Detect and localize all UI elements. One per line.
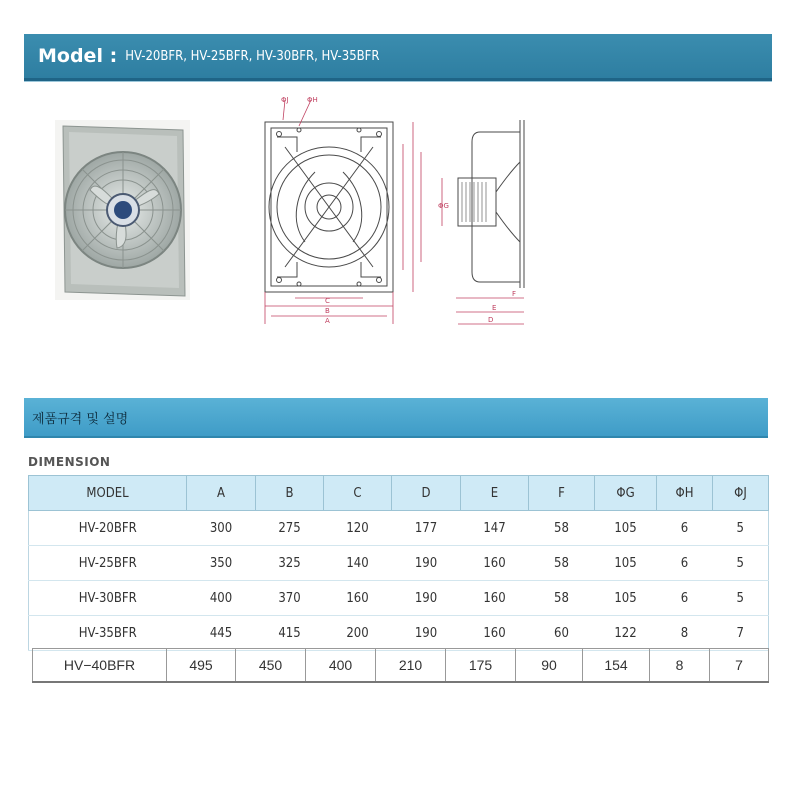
dim-label-h: ΦH — [307, 96, 318, 104]
cell: 325 — [256, 546, 324, 581]
cell: 154 — [583, 649, 650, 683]
cell: 105 — [595, 511, 657, 546]
table-row — [29, 581, 769, 616]
dim-label-b: B — [325, 307, 330, 315]
cell: 5 — [713, 581, 769, 616]
cell: 8 — [650, 649, 710, 683]
dimension-label: DIMENSION — [28, 455, 111, 469]
cell: 177 — [392, 511, 461, 546]
spec-section-bar — [24, 398, 768, 438]
cell: 120 — [324, 511, 392, 546]
dim-label-f: F — [512, 290, 517, 298]
cell: 175 — [446, 649, 516, 683]
col-header-g: ΦG — [595, 476, 657, 511]
cell: HV-25BFR — [29, 546, 187, 581]
model-label: Model : — [38, 45, 118, 67]
cell: 450 — [236, 649, 306, 683]
dim-label-c: C — [325, 297, 330, 305]
cell: 370 — [256, 581, 324, 616]
cell: 8 — [657, 616, 713, 651]
cell: 210 — [376, 649, 446, 683]
fan-product-photo — [55, 120, 190, 300]
col-header-a: A — [187, 476, 256, 511]
dim-label-a: A — [325, 317, 330, 325]
table-row — [33, 649, 769, 683]
cell: HV−40BFR — [33, 649, 167, 683]
cell: 147 — [461, 511, 529, 546]
cell: 6 — [657, 581, 713, 616]
cell: HV-20BFR — [29, 511, 187, 546]
cell: 105 — [595, 546, 657, 581]
cell: 6 — [657, 511, 713, 546]
cell: 415 — [256, 616, 324, 651]
cell: 6 — [657, 546, 713, 581]
cell: 445 — [187, 616, 256, 651]
col-header-d: D — [392, 476, 461, 511]
cell: 7 — [713, 616, 769, 651]
spec-section-title: 제품규격 및 설명 — [32, 411, 129, 427]
cell: 122 — [595, 616, 657, 651]
cell: 190 — [392, 616, 461, 651]
cell: 400 — [187, 581, 256, 616]
dimension-table — [28, 475, 769, 651]
dim-label-e: E — [492, 304, 497, 312]
model-list: HV-20BFR, HV-25BFR, HV-30BFR, HV-35BFR — [125, 48, 380, 64]
cell: 350 — [187, 546, 256, 581]
cell: 275 — [256, 511, 324, 546]
col-header-e: E — [461, 476, 529, 511]
col-header-f: F — [529, 476, 595, 511]
table-row — [29, 616, 769, 651]
model-banner — [24, 34, 772, 81]
cell: 5 — [713, 546, 769, 581]
cell: 300 — [187, 511, 256, 546]
col-header-b: B — [256, 476, 324, 511]
cell: 7 — [710, 649, 769, 683]
cell: 190 — [392, 546, 461, 581]
cell: 58 — [529, 581, 595, 616]
cell: 140 — [324, 546, 392, 581]
cell: 160 — [324, 581, 392, 616]
cell: 160 — [461, 616, 529, 651]
cell: HV-30BFR — [29, 581, 187, 616]
col-header-h: ΦH — [657, 476, 713, 511]
cell: HV-35BFR — [29, 616, 187, 651]
dim-label-j: ΦJ — [281, 96, 289, 104]
cell: 160 — [461, 581, 529, 616]
cell: 58 — [529, 511, 595, 546]
cell: 5 — [713, 511, 769, 546]
front-view-drawing — [255, 92, 425, 332]
cell: 90 — [516, 649, 583, 683]
cell: 105 — [595, 581, 657, 616]
col-header-j: ΦJ — [713, 476, 769, 511]
cell: 400 — [306, 649, 376, 683]
cell: 58 — [529, 546, 595, 581]
cell: 60 — [529, 616, 595, 651]
extra-dimension-row — [32, 648, 769, 683]
col-header-model: MODEL — [29, 476, 187, 511]
cell: 190 — [392, 581, 461, 616]
table-header-row — [29, 476, 769, 511]
side-view-drawing — [436, 112, 536, 332]
cell: 495 — [167, 649, 236, 683]
col-header-c: C — [324, 476, 392, 511]
table-row — [29, 511, 769, 546]
cell: 200 — [324, 616, 392, 651]
table-row — [29, 546, 769, 581]
dim-label-g: ΦG — [438, 202, 449, 210]
cell: 160 — [461, 546, 529, 581]
dim-label-d: D — [488, 316, 494, 324]
